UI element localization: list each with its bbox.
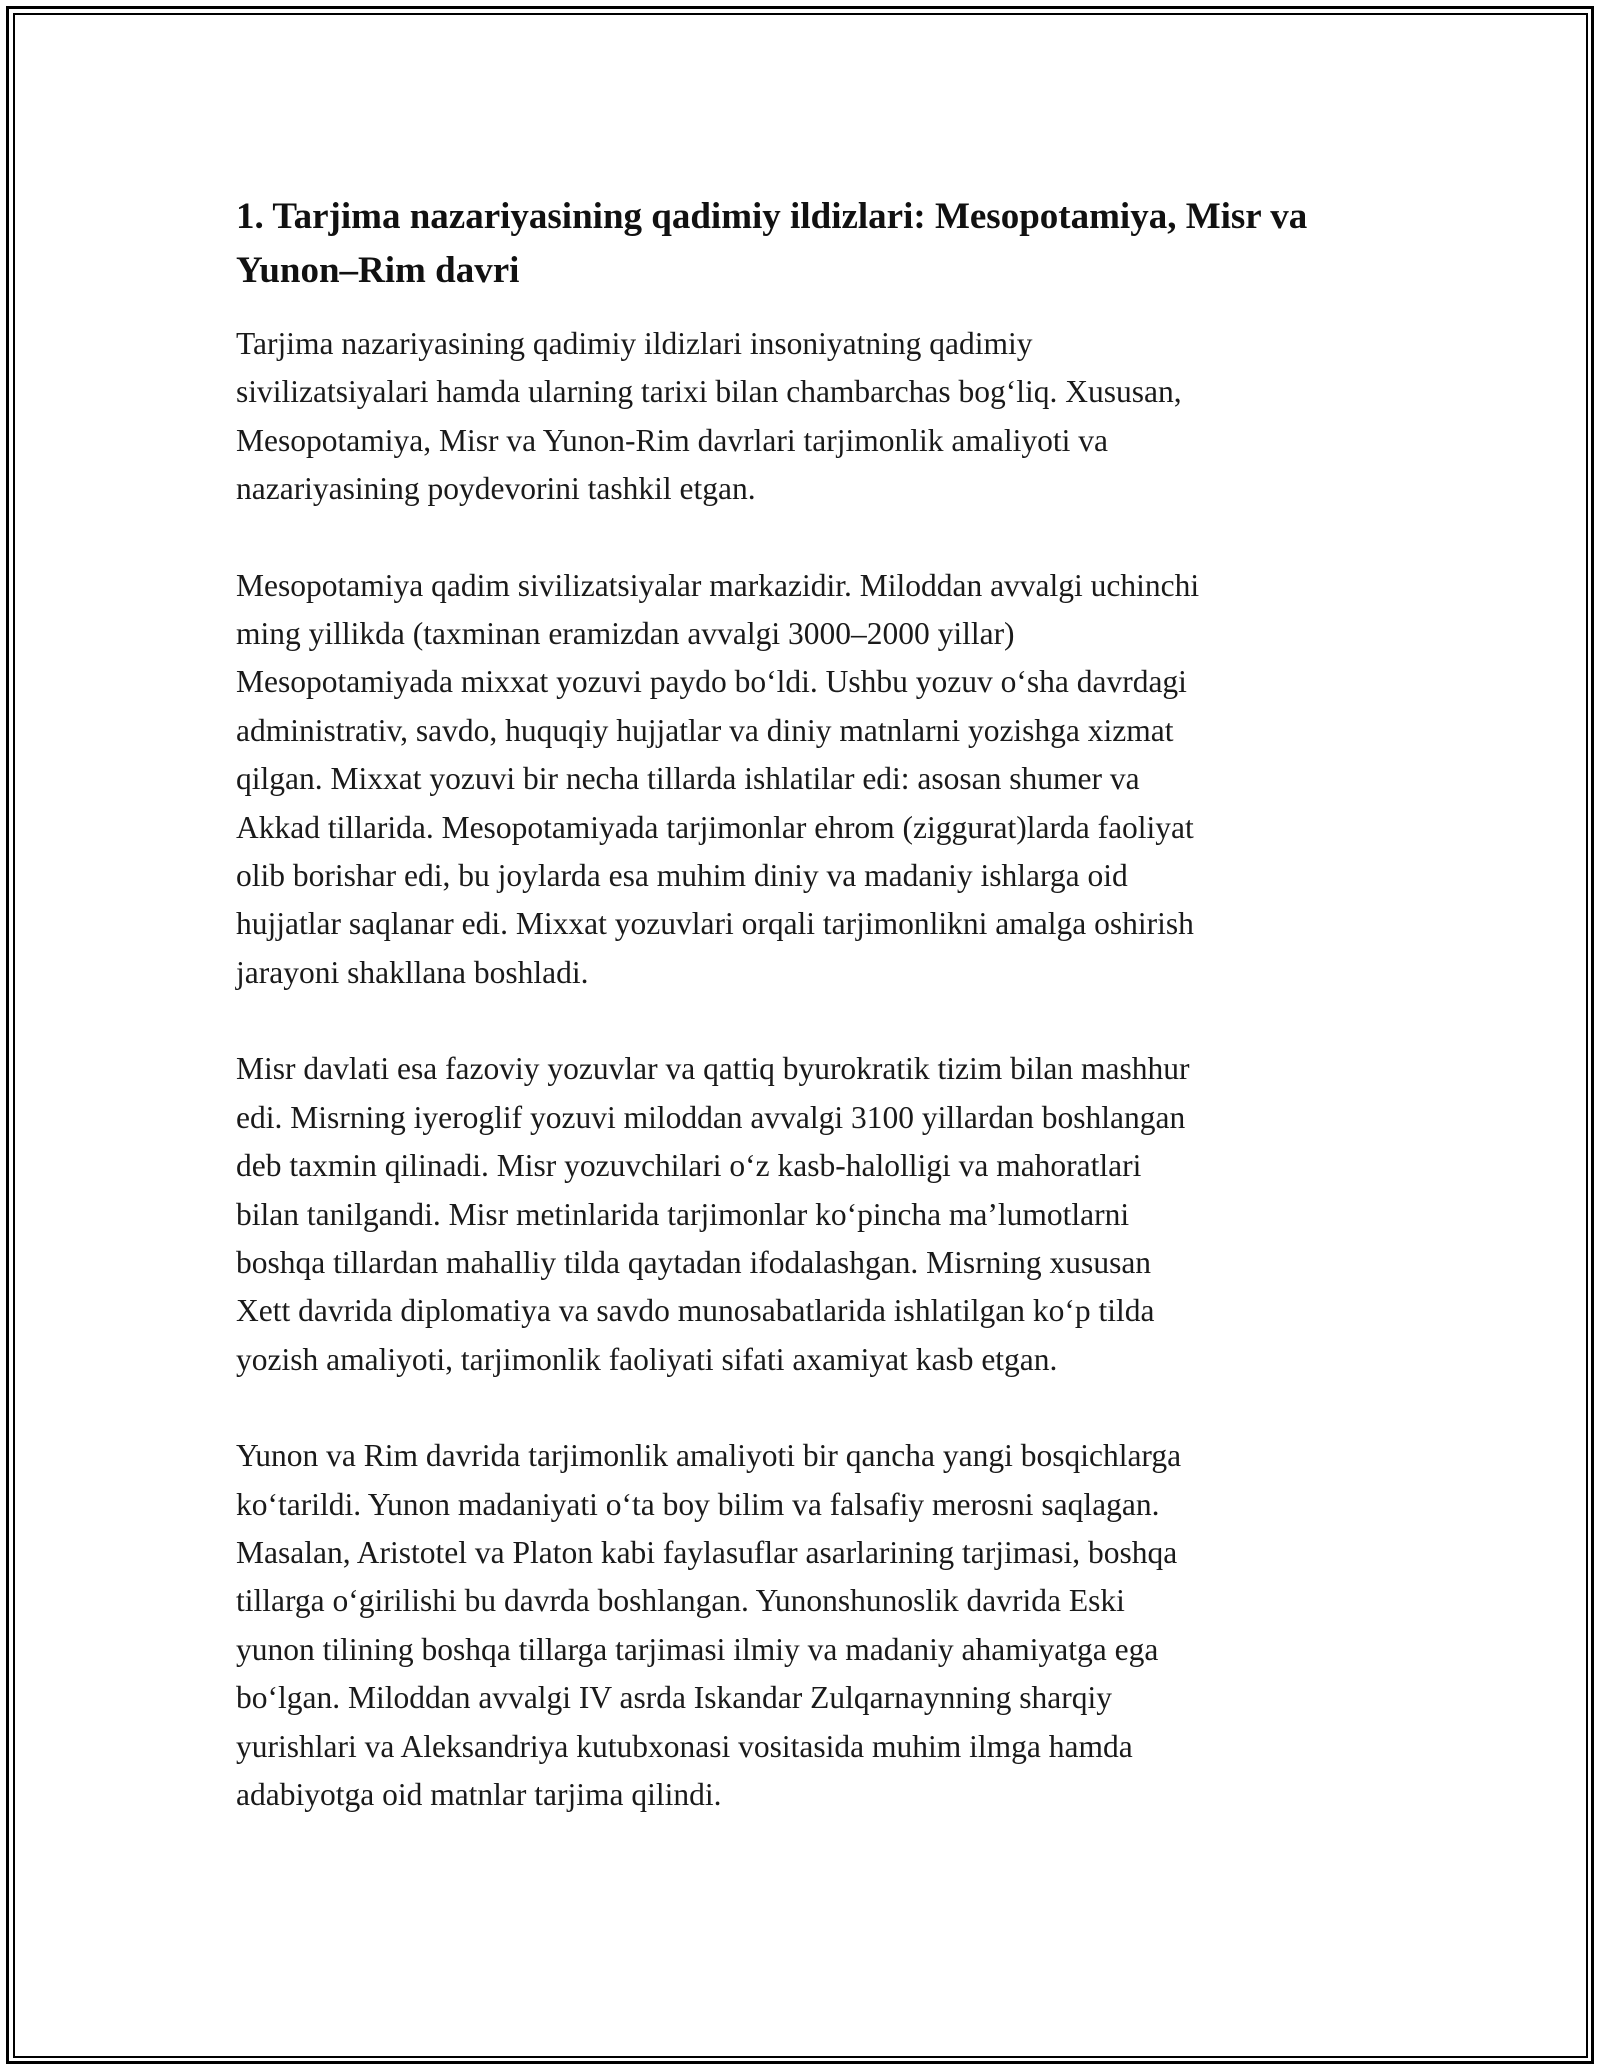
paragraph-line: ming yillikda (taxminan eramizdan avvalgi 3000–2000 yillar)	[236, 616, 1015, 652]
section-title: 1. Tarjima nazariyasining qadimiy ildizlari: Mesopotamiya, Misr va Yunon–Rim davri	[236, 196, 1308, 291]
paragraph-line: Mesopotamiya, Misr va Yunon-Rim davrlari tarjimonlik amaliyoti va	[236, 422, 1108, 458]
paragraph	[236, 320, 1376, 514]
paragraph-line: edi. Misrning iyeroglif yozuvi miloddan avvalgi 3100 yillardan boshlangan	[236, 1099, 1186, 1135]
paragraph	[236, 562, 1376, 998]
paragraph-line: yunon tilining boshqa tillarga tarjimasi ilmiy va madaniy ahamiyatga ega	[236, 1631, 1159, 1667]
paragraph-line: bo‘lgan. Miloddan avvalgi IV asrda Iskandar Zulqarnaynning sharqiy	[236, 1680, 1112, 1716]
paragraph-line: qilgan. Mixxat yozuvi bir necha tillarda ishlatilar edi: asosan shumer va	[236, 761, 1140, 797]
paragraph-line: yurishlari va Aleksandriya kutubxonasi vositasida muhim ilmga hamda	[236, 1728, 1133, 1764]
paragraph-line: hujjatlar saqlanar edi. Mixxat yozuvlari orqali tarjimonlikni amalga oshirish	[236, 906, 1194, 942]
paragraph	[236, 1045, 1376, 1384]
paragraph	[236, 1432, 1376, 1819]
paragraph-line: boshqa tillardan mahalliy tilda qaytadan ifodalashgan. Misrning xususan	[236, 1244, 1152, 1280]
paragraph-line: Masalan, Aristotel va Platon kabi faylasuflar asarlarining tarjimasi, boshqa	[236, 1534, 1178, 1570]
paragraph-line: Mesopotamiyada mixxat yozuvi paydo bo‘ldi. Ushbu yozuv o‘sha davrdagi	[236, 664, 1187, 700]
paragraph-line: administrativ, savdo, huquqiy hujjatlar va diniy matnlarni yozishga xizmat	[236, 712, 1174, 748]
paragraph-line: tillarga o‘girilishi bu davrda boshlangan. Yunonshunoslik davrida Eski	[236, 1583, 1125, 1619]
paragraph-list	[236, 320, 1376, 1819]
paragraph-line: adabiyotga oid matnlar tarjima qilindi.	[236, 1776, 722, 1812]
paragraph-line: Misr davlati esa fazoviy yozuvlar va qattiq byurokratik tizim bilan mashhur	[236, 1051, 1190, 1087]
paragraph-line: nazariyasining poydevorini tashkil etgan.	[236, 471, 756, 507]
paragraph-line: Xett davrida diplomatiya va savdo munosabatlarida ishlatilgan ko‘p tilda	[236, 1293, 1155, 1329]
paragraph-line: bilan tanilgandi. Misr metinlarida tarjimonlar ko‘pincha ma’lumotlarni	[236, 1196, 1130, 1232]
paragraph-line: Yunon va Rim davrida tarjimonlik amaliyoti bir qancha yangi bosqichlarga	[236, 1438, 1182, 1474]
paragraph-line: Mesopotamiya qadim sivilizatsiyalar markazidir. Miloddan avvalgi uchinchi	[236, 567, 1200, 603]
paragraph-line: sivilizatsiyalari hamda ularning tarixi bilan chambarchas bog‘liq. Xususan,	[236, 374, 1182, 410]
paragraph-line: ko‘tarildi. Yunon madaniyati o‘ta boy bilim va falsafiy merosni saqlagan.	[236, 1486, 1160, 1522]
paragraph-line: olib borishar edi, bu joylarda esa muhim diniy va madaniy ishlarga oid	[236, 858, 1128, 894]
paragraph-line: yozish amaliyoti, tarjimonlik faoliyati sifati axamiyat kasb etgan.	[236, 1341, 1058, 1377]
paragraph-line: Tarjima nazariyasining qadimiy ildizlari insoniyatning qadimiy	[236, 326, 1033, 361]
paragraph-line: Akkad tillarida. Mesopotamiyada tarjimonlar ehrom (ziggurat)larda faoliyat	[236, 809, 1194, 845]
paragraph-line: deb taxmin qilinadi. Misr yozuvchilari o‘z kasb-halolligi va mahoratlari	[236, 1148, 1142, 1184]
document-body	[236, 190, 1376, 1867]
paragraph-line: jarayoni shakllana boshladi.	[236, 954, 589, 990]
